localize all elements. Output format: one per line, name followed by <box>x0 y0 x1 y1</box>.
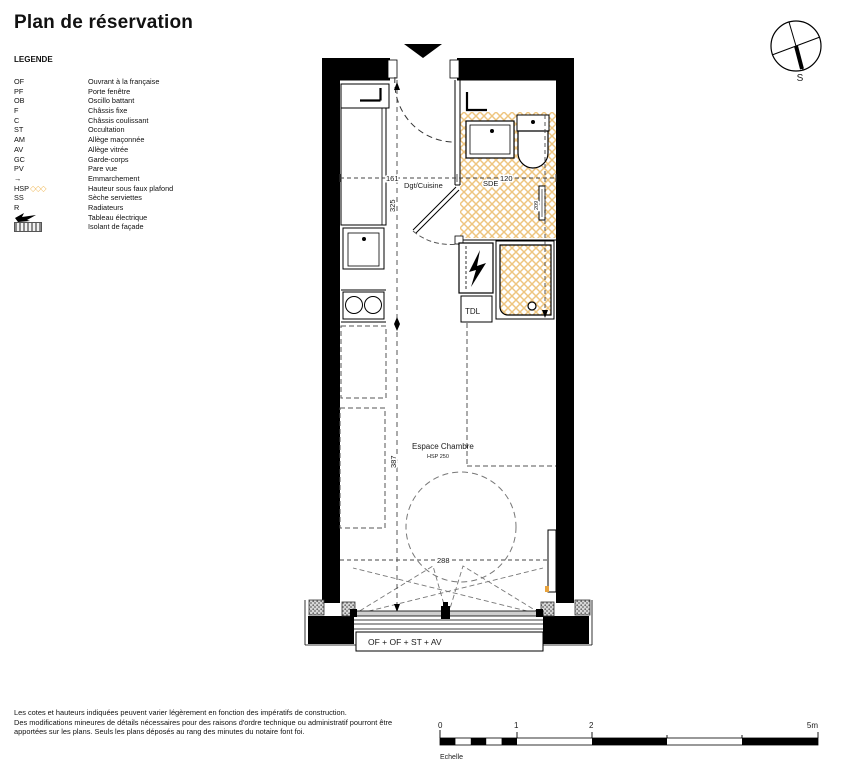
legend-item: AV Allège vitrée <box>14 144 129 154</box>
entry-arrow-icon <box>404 44 442 58</box>
toilet-bowl <box>518 131 548 168</box>
disclaimer-line: Les cotes et hauteurs indiquées peuvent varier légèrement en fonction des impératifs de construction. <box>14 708 347 717</box>
legend-item: SS Sèche serviettes <box>14 193 142 203</box>
legend-heading: LEGENDE <box>14 55 53 64</box>
legend-item: ST Occultation <box>14 125 125 135</box>
kitchen-tall-unit <box>341 84 389 108</box>
shower-tray <box>500 245 551 315</box>
disclaimer <box>14 708 434 737</box>
disclaimer-line: Des modifications mineures de détails nécessaires pour des raisons d'ordre technique ou administratif pourront être <box>14 717 393 727</box>
scale-tick-1: 1 <box>514 721 519 730</box>
sink-tap-icon <box>363 238 366 241</box>
legend-item: C Châssis coulissant <box>14 115 149 125</box>
legend-item: R Radiateurs <box>14 202 124 212</box>
radiator-marker-icon <box>545 586 549 592</box>
emmarchement-arrow-icon: → <box>14 173 22 183</box>
bedroom-ceiling-height: HSP 250 <box>427 454 449 460</box>
window-mullion <box>441 606 450 619</box>
facade-insulation-icon <box>14 222 42 232</box>
legend-item: → Emmarchement <box>14 173 140 183</box>
electrical-panel <box>459 243 493 293</box>
entry-door-arc <box>395 77 453 142</box>
room-label-bathroom: SDE <box>483 179 499 188</box>
dim-bedroom-depth: 387 <box>389 455 398 468</box>
shower-drain-icon <box>528 302 536 310</box>
scale-tick-2: 2 <box>589 721 594 730</box>
dim-entry-depth: 325 <box>388 199 397 212</box>
entry-door-jambs <box>388 60 459 78</box>
scale-tick-0: 0 <box>438 721 443 730</box>
window-label: OF + OF + ST + AV <box>368 637 442 647</box>
legend <box>14 55 173 232</box>
bedroom-dashed-zones <box>406 323 556 582</box>
scale-tick-5m: 5m <box>806 721 818 730</box>
legend-item: OF Ouvrant à la française <box>14 77 160 86</box>
radiator <box>545 530 556 592</box>
room-label-bedroom: Espace Chambre <box>412 442 474 451</box>
legend-item: PF Porte fenêtre <box>14 86 131 96</box>
hsp-diamonds-icon <box>29 184 45 194</box>
corner-bracket-icon <box>467 92 487 110</box>
compass <box>771 21 821 84</box>
scale-bar <box>438 721 818 761</box>
kitchen-dashed-reservations <box>340 326 386 528</box>
legend-item: OB Oscillo battant <box>14 96 135 106</box>
compass-south-needle <box>796 46 802 69</box>
toilet <box>517 115 549 168</box>
dim-entry-width: 161 <box>386 174 399 183</box>
room-label-entry-kitchen: Dgt/Cuisine <box>404 181 443 190</box>
tdl-label: TDL <box>465 307 481 316</box>
legend-item: HSP ◇◇◇ Hauteur sous faux plafond <box>14 184 173 194</box>
legend-item: F Châssis fixe <box>14 106 128 116</box>
kitchen-hob <box>343 292 384 319</box>
legend-item: Tableau électrique <box>14 213 173 223</box>
dim-bathroom-depth: 209 <box>534 200 540 210</box>
kitchen-cabinet-run <box>341 108 386 225</box>
wall-foot-right <box>543 616 589 644</box>
compass-south-label: S <box>796 73 804 84</box>
legend-item: GC Garde-corps <box>14 154 129 164</box>
bathroom-door <box>413 187 463 244</box>
page-title: Plan de réservation <box>14 12 194 33</box>
scale-label: Echelle <box>440 754 463 761</box>
dim-bedroom-width: 288 <box>437 556 450 565</box>
kitchen-units <box>341 84 389 322</box>
wall-foot-left <box>308 616 354 644</box>
legend-item: Isolant de façade <box>14 222 173 232</box>
dim-bathroom-width: 120 <box>500 174 513 183</box>
basin-tap-icon <box>491 130 494 133</box>
legend-item: PV Pare vue <box>14 164 118 174</box>
legend-item: AM Allège maçonnée <box>14 135 145 145</box>
washbasin <box>466 121 514 158</box>
dashed-circle <box>406 472 516 582</box>
disclaimer-line: apportées sur les plans. Seuls les plans déposés au rang des minutes du notaire font foi. <box>14 727 305 737</box>
